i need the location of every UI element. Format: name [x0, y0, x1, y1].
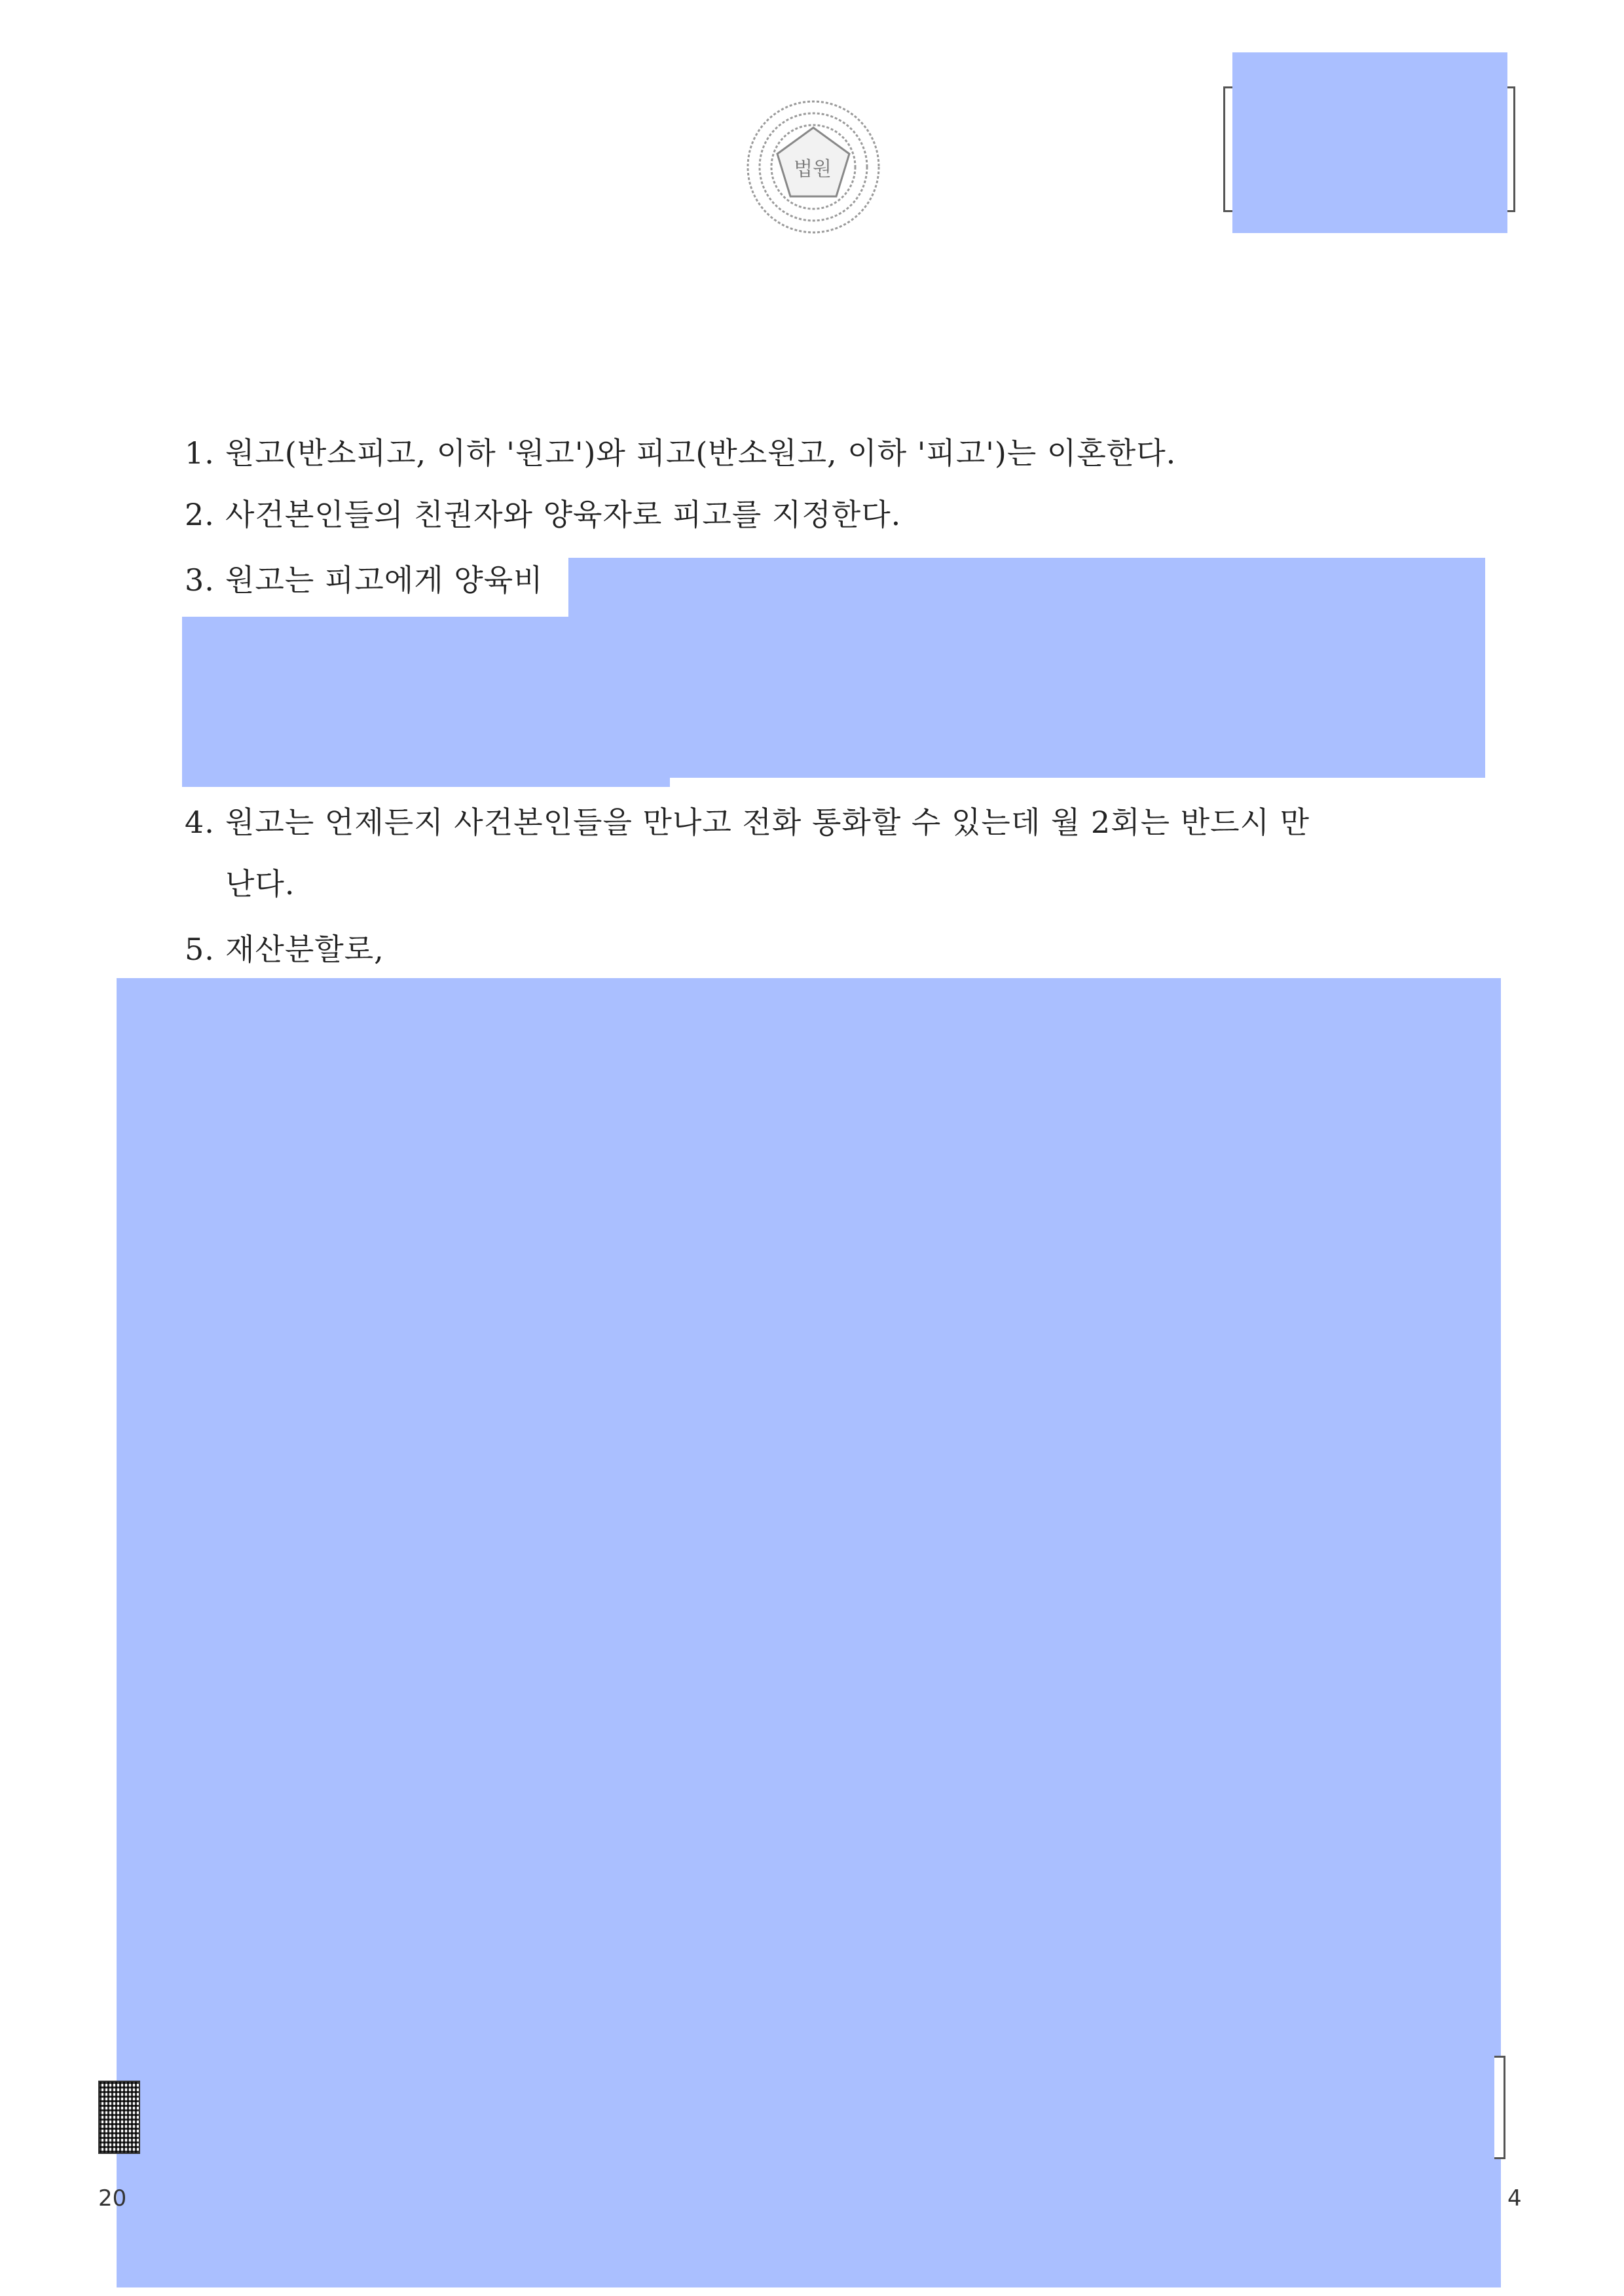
item-text: 원고(반소피고, 이하 '원고')와 피고(반소원고, 이하 '피고')는 이혼한다. — [225, 435, 1177, 471]
redaction-main — [117, 978, 1501, 2287]
item-3 — [185, 560, 544, 600]
item-number: 5. — [185, 932, 215, 967]
item-text-continuation: 난다. — [225, 866, 295, 902]
item-4-continuation — [225, 864, 295, 903]
item-4 — [185, 803, 1310, 842]
item-text: 원고는 피고에게 양육비 — [225, 562, 544, 598]
barcode-icon — [98, 2081, 140, 2154]
footer-left-fragment: 20 — [98, 2185, 127, 2212]
item-text: 재산분할로, — [225, 932, 384, 967]
footer-right-box — [1494, 2056, 1505, 2159]
item-number: 2. — [185, 497, 215, 532]
item-number: 1. — [185, 435, 215, 471]
redaction-item-3-b — [182, 617, 670, 787]
footer-right-fragment: 4 — [1507, 2185, 1522, 2212]
item-1 — [185, 433, 1176, 473]
redaction-item-3-a — [568, 558, 1485, 778]
item-5 — [185, 930, 384, 969]
redaction-header — [1232, 52, 1507, 233]
item-text: 사건본인들의 친권자와 양육자로 피고를 지정한다. — [225, 497, 902, 532]
item-2 — [185, 495, 901, 534]
seal-label: 법원 — [794, 158, 832, 181]
item-text: 원고는 언제든지 사건본인들을 만나고 전화 통화할 수 있는데 월 2회는 반드시 만 — [225, 805, 1310, 840]
item-number: 3. — [185, 562, 215, 598]
item-number: 4. — [185, 805, 215, 840]
